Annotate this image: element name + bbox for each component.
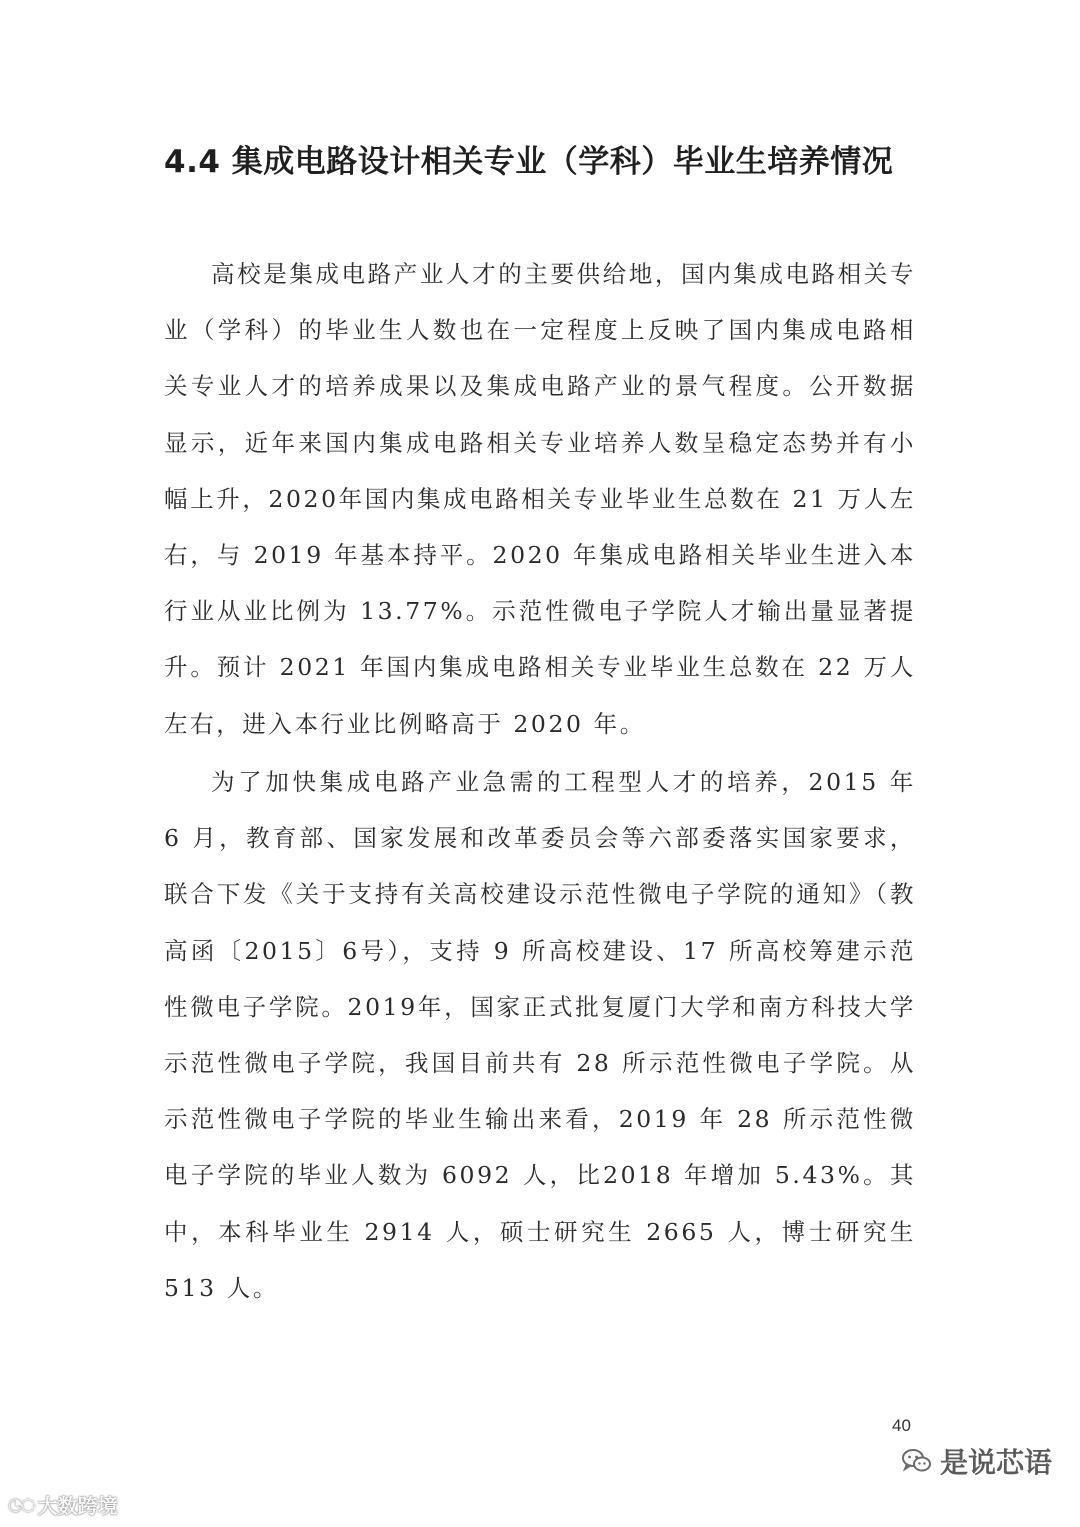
swirl-logo-icon: ◔◌ (8, 1494, 34, 1515)
watermark-left-text: 大数跨境 (37, 1494, 118, 1518)
watermark-left (8, 1490, 118, 1519)
page-number: 40 (892, 1416, 911, 1435)
wechat-icon (902, 1448, 932, 1474)
watermark-right-text: 是说芯语 (940, 1446, 1053, 1479)
section-heading: 4.4 集成电路设计相关专业（学科）毕业生培养情况 (164, 144, 894, 180)
paragraph-1: 高校是集成电路产业人才的主要供给地，国内集成电路相关专业（学科）的毕业生人数也在一定程度上反映了国内集成电路相关专业人才的培养成果以及集成电路产业的景气程度。公开数据显示，近年来国内集成电路相关专业培养人数呈稳定态势并有小幅上升，2020年国内集成电路相关专业毕业生总数在 21 万人左右，与 2019 年基本持平。2020 年集成电路相关毕业生进入本行业从业比例为 13.77%。示范性微电子学院人才输出量显著提升。预计 2021 年国内集成电路相关专业毕业生总数在 22 万人左右，进入本行业比例略高于 2020 年。 (164, 260, 916, 738)
watermark-right (902, 1441, 1052, 1481)
paragraph-2: 为了加快集成电路产业急需的工程型人才的培养，2015 年 6 月，教育部、国家发展和改革委员会等六部委落实国家要求，联合下发《关于支持有关高校建设示范性微电子学院的通知》（教高函〔2015〕6号），支持 9 所高校建设、17 所高校筹建示范性微电子学院。2019年，国家正式批复厦门大学和南方科技大学示范性微电子学院，我国目前共有 28 所示范性微电子学院。从示范性微电子学院的毕业生输出来看，2019 年 28 所示范性微电子学院的毕业人数为 6092 人，比2018 年增加 5.43%。其中，本科毕业生 2914 人，硕士研究生 2665 人，博士研究生 513 人。 (164, 768, 916, 1302)
